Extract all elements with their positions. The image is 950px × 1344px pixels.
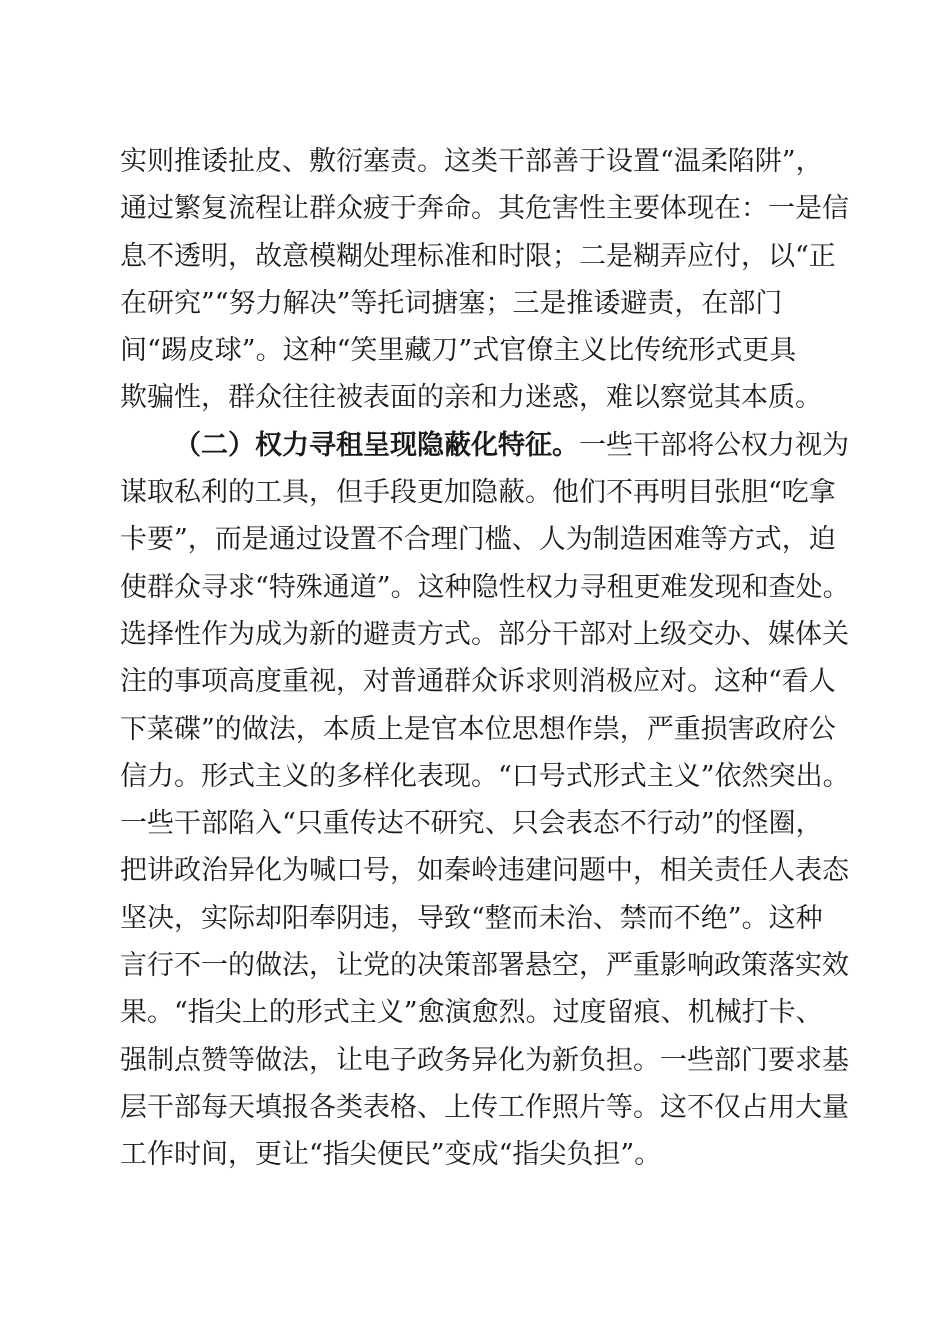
- text-line: 坚决，实际却阳奉阴违，导致“整而未治、禁而不绝”。这种: [120, 902, 823, 934]
- text-line: 欺骗性，群众往往被表面的亲和力迷惑，难以察觉其本质。: [120, 382, 822, 414]
- text-line: 通过繁复流程让群众疲于奔命。其危害性主要体现在：一是信: [120, 193, 849, 225]
- text-line: 下菜碟”的做法，本质上是官本位思想作祟，严重损害政府公: [120, 713, 836, 745]
- text-line: 层干部每天填报各类表格、上传工作照片等。这不仅占用大量: [120, 1091, 849, 1123]
- section-heading-rest: 一些干部将公权力视为: [579, 429, 849, 461]
- text-line: 谋取私利的工具，但手段更加隐蔽。他们不再明目张胆“吃拿: [120, 477, 836, 509]
- text-line: 实则推诿扯皮、敷衍塞责。这类干部善于设置“温柔陷阱”，: [120, 146, 823, 177]
- text-line: 把讲政治异化为喊口号，如秦岭违建问题中，相关责任人表态: [120, 855, 849, 887]
- text-line: 言行不一的做法，让党的决策部署悬空，严重影响政策落实效: [120, 950, 849, 982]
- section-heading-line: [120, 422, 849, 469]
- text-line: 强制点赞等做法，让电子政务异化为新负担。一些部门要求基: [120, 1044, 849, 1076]
- text-line: 卡要”，而是通过设置不合理门槛、人为制造困难等方式，迫: [120, 524, 836, 556]
- text-line: 信力。形式主义的多样化表现。“口号式形式主义”依然突出。: [120, 760, 850, 792]
- text-line: 间“踢皮球”。这种“笑里藏刀”式官僚主义比传统形式更具: [120, 335, 797, 367]
- text-line: 一些干部陷入“只重传达不研究、只会表态不行动”的怪圈，: [120, 808, 823, 840]
- text-line: 选择性作为成为新的避责方式。部分干部对上级交办、媒体关: [120, 618, 849, 650]
- section-heading: （二）权力寻租呈现隐蔽化特征。: [174, 429, 579, 461]
- text-line: 果。“指尖上的形式主义”愈演愈烈。过度留痕、机械打卡、: [120, 997, 823, 1029]
- text-line: 息不透明，故意模糊处理标准和时限；二是糊弄应付，以“正: [120, 240, 836, 272]
- text-line: 注的事项高度重视，对普通群众诉求则消极应对。这种“看人: [120, 666, 836, 698]
- text-line: 在研究”“努力解决”等托词搪塞；三是推诿避责，在部门: [120, 287, 783, 319]
- text-line: 工作时间，更让“指尖便民”变成“指尖负担”。: [120, 1139, 662, 1171]
- body-text: [120, 138, 850, 1179]
- text-line: 使群众寻求“特殊通道”。这种隐性权力寻租更难发现和查处。: [120, 571, 850, 603]
